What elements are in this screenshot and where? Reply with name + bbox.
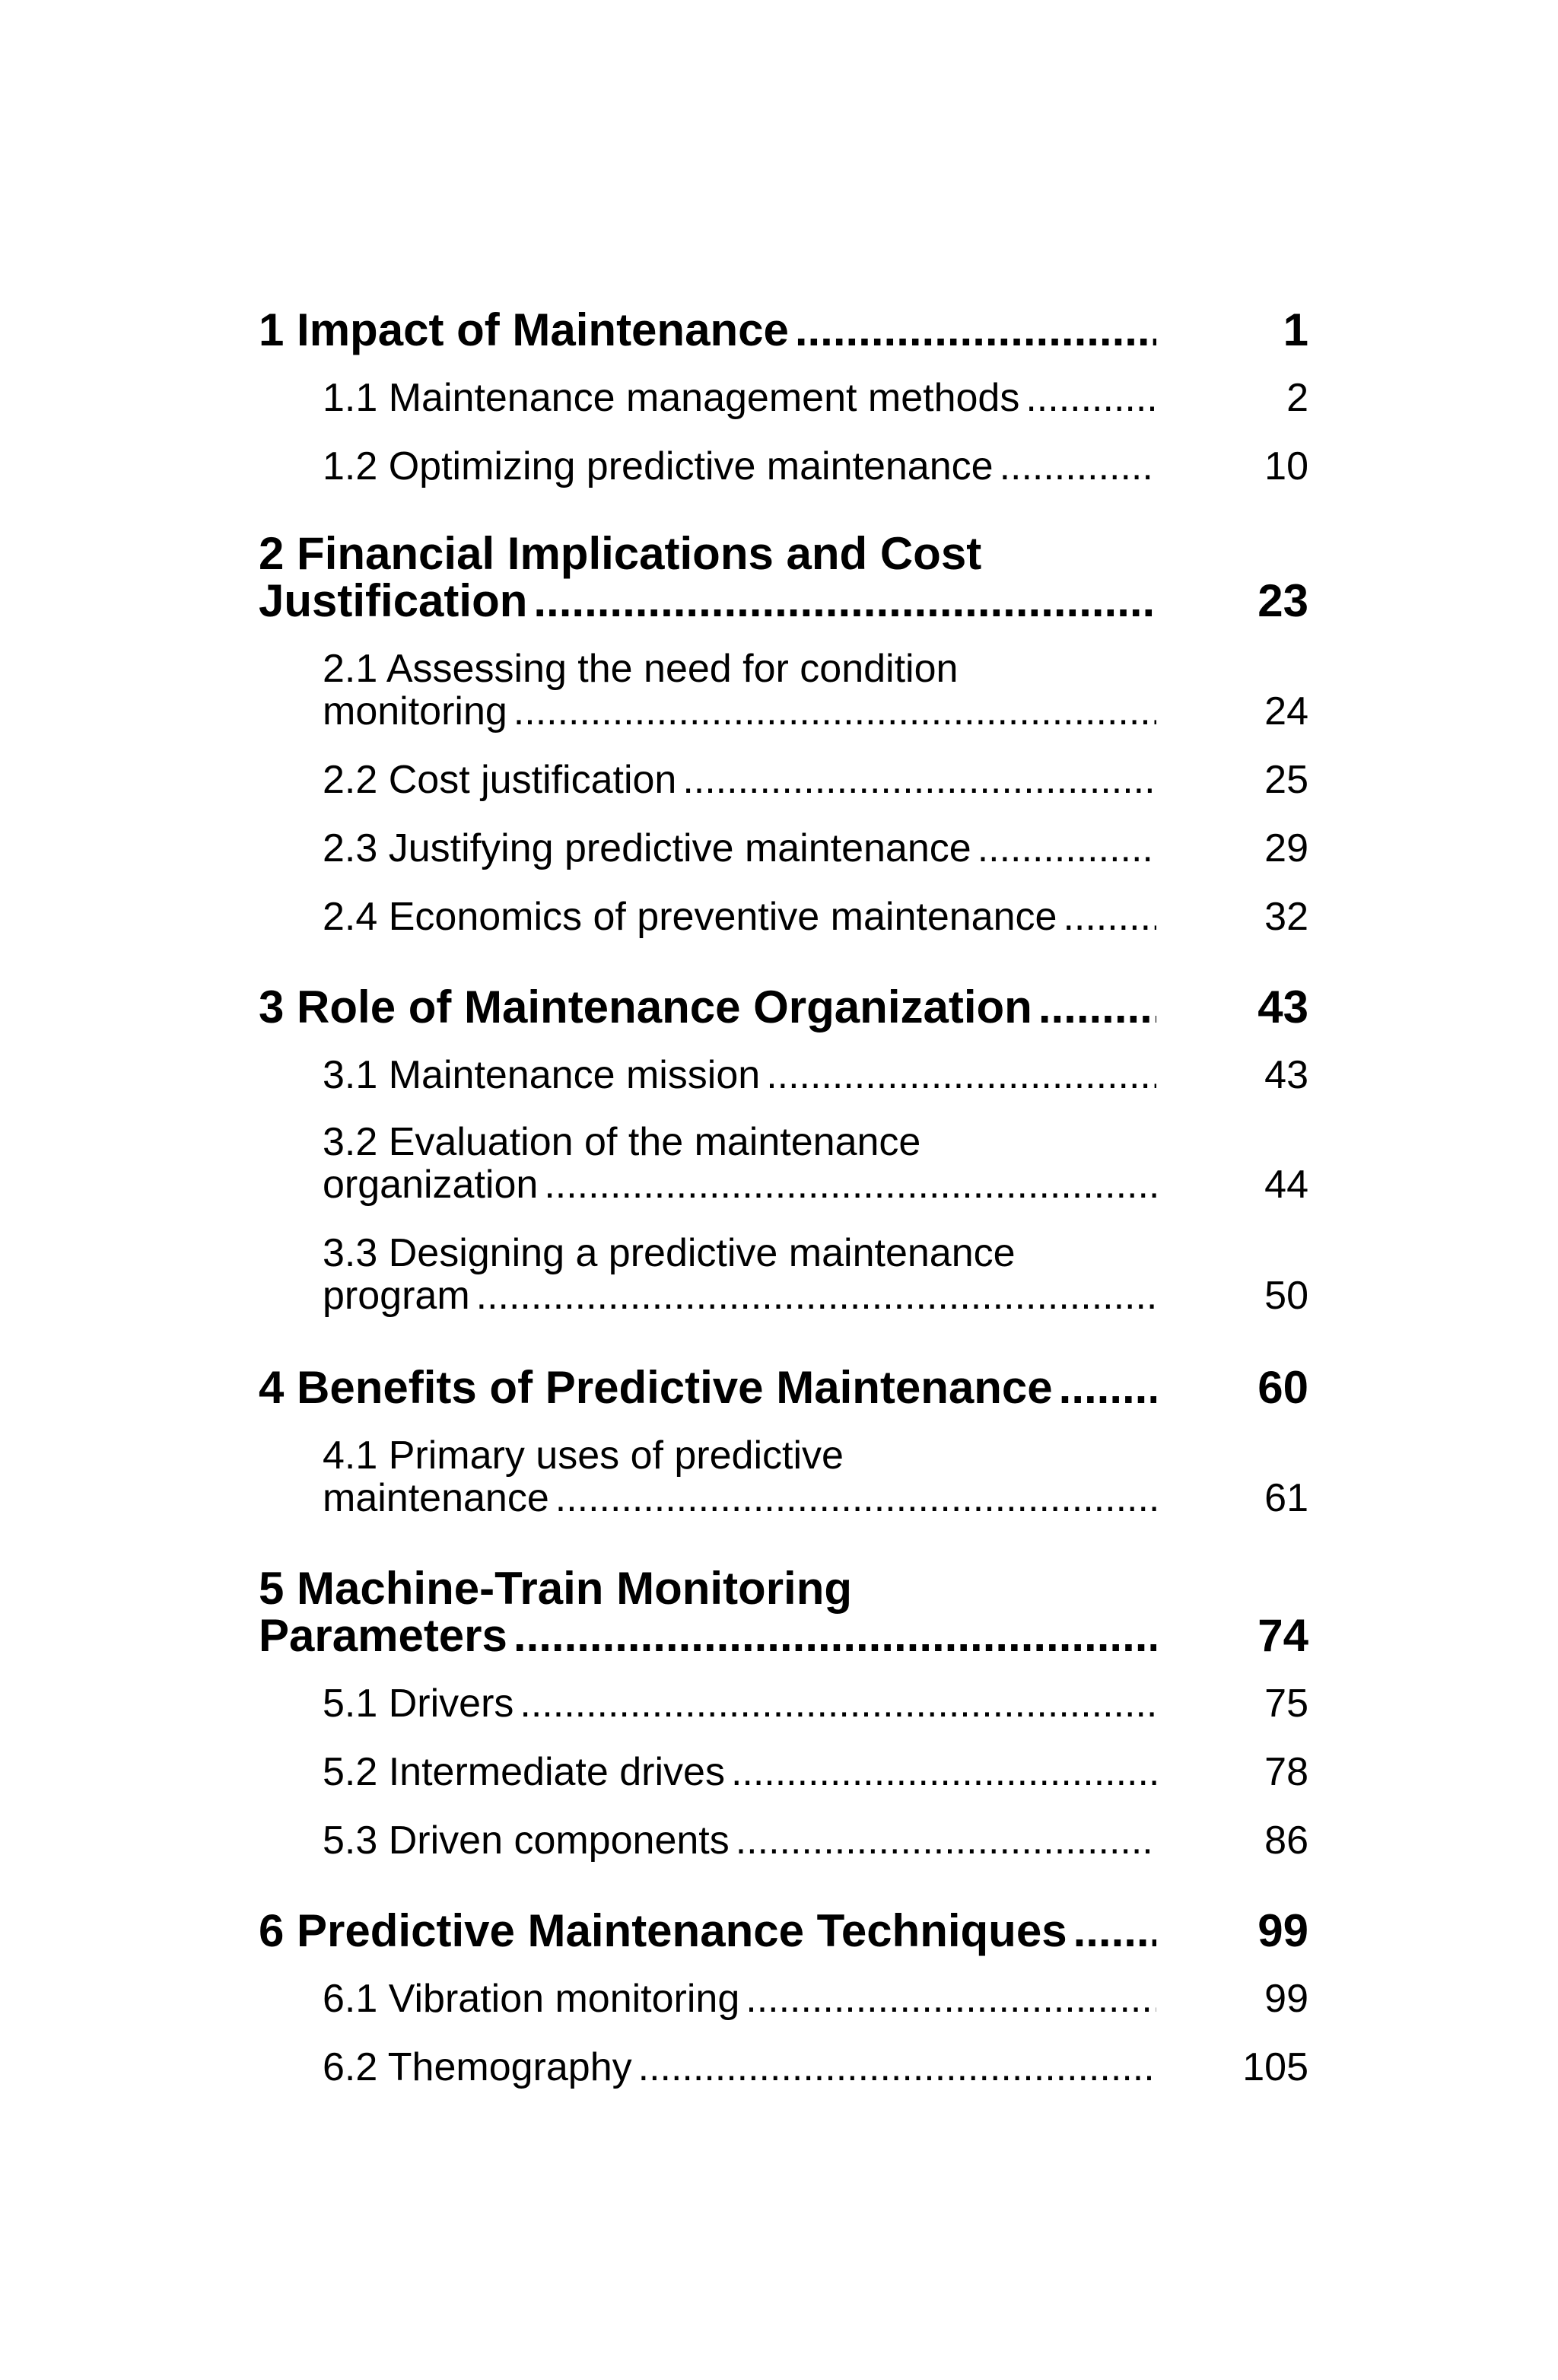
toc-entry-last-line: [323, 1751, 1159, 1793]
toc-section-entry[interactable]: [323, 1054, 1308, 1096]
dot-leader: [544, 1163, 1156, 1206]
toc-entry-last-line: [259, 1612, 1159, 1659]
toc-section-entry[interactable]: [323, 1121, 1308, 1206]
toc-entry-title-line: 2.1 Assessing the need for condition: [323, 647, 959, 691]
toc-chapter-entry[interactable]: [259, 1565, 1308, 1659]
toc-entry-title-line: 4.1 Primary uses of predictive: [323, 1433, 844, 1478]
toc-entry-title: 4 Benefits of Predictive Maintenance: [259, 1362, 1053, 1413]
toc-page-number: 44: [1264, 1163, 1308, 1207]
toc-chapter-entry[interactable]: [259, 1905, 1308, 1956]
toc-page-number: 2: [1286, 376, 1308, 420]
toc-entry-title: maintenance: [323, 1476, 549, 1520]
dot-leader: [1073, 1908, 1156, 1955]
toc-entry-last-line: [259, 984, 1159, 1031]
toc-section-entry[interactable]: [323, 1978, 1308, 2020]
toc-section-entry[interactable]: [323, 445, 1308, 488]
toc-page-number: 99: [1264, 1977, 1308, 2021]
toc-section-entry[interactable]: [323, 377, 1308, 419]
toc-page-number: 43: [1258, 982, 1308, 1032]
toc-section-entry[interactable]: [323, 1751, 1308, 1793]
toc-page-number: 10: [1264, 444, 1308, 488]
toc-entry-title: 2.2 Cost justification: [323, 758, 677, 802]
toc-chapter-entry[interactable]: [259, 984, 1308, 1031]
toc-entry-title-line: 3.2 Evaluation of the maintenance: [323, 1120, 921, 1164]
toc-section-entry[interactable]: [323, 2046, 1308, 2089]
dot-leader: [476, 1274, 1156, 1317]
toc-entry-title: Parameters: [259, 1610, 507, 1661]
toc-entry-last-line: [323, 896, 1159, 938]
toc-entry-last-line: [259, 1905, 1159, 1956]
toc-chapter-entry[interactable]: [259, 304, 1308, 355]
dot-leader: [736, 1819, 1156, 1862]
toc-page-number: 24: [1264, 689, 1308, 733]
toc-entry-last-line: [323, 1477, 1159, 1519]
dot-leader: [795, 307, 1156, 354]
toc-page-number: 75: [1264, 1682, 1308, 1726]
toc-page-number: 43: [1264, 1053, 1308, 1097]
toc-page-number: 1: [1283, 304, 1308, 355]
toc-entry-title-line: 3.3 Designing a predictive maintenance: [323, 1231, 1016, 1275]
dot-leader: [520, 1682, 1156, 1725]
toc-entry-title: 6 Predictive Maintenance Techniques: [259, 1905, 1067, 1956]
toc-page-number: 23: [1258, 575, 1308, 626]
toc-chapter-entry[interactable]: [259, 530, 1308, 625]
toc-entry-last-line: [323, 1682, 1159, 1725]
dot-leader: [682, 759, 1156, 801]
toc-page-number: 99: [1258, 1905, 1308, 1956]
toc-page-number: 105: [1242, 2045, 1308, 2089]
toc-page-number: 60: [1258, 1362, 1308, 1413]
dot-leader: [1059, 1364, 1156, 1411]
toc-page-number: 32: [1264, 895, 1308, 939]
toc-entry-last-line: [259, 1364, 1159, 1411]
dot-leader: [638, 2046, 1156, 2089]
toc-entry-last-line: [323, 1978, 1159, 2020]
toc-entry-title: 2.3 Justifying predictive maintenance: [323, 826, 971, 870]
toc-entry-last-line: [323, 827, 1159, 870]
toc-entry-title: 3.1 Maintenance mission: [323, 1053, 761, 1097]
toc-entry-last-line: [323, 2046, 1159, 2089]
toc-entry-last-line: [323, 1163, 1159, 1206]
toc-entry-last-line: [323, 1274, 1159, 1317]
dot-leader: [978, 827, 1156, 870]
toc-section-entry[interactable]: [323, 759, 1308, 801]
dot-leader: [1025, 377, 1156, 419]
toc-page-number: 61: [1264, 1476, 1308, 1520]
toc-entry-title: 5.3 Driven components: [323, 1818, 730, 1863]
toc-entry-title: 6.2 Themography: [323, 2045, 632, 2089]
toc-page-number: 25: [1264, 758, 1308, 802]
toc-entry-last-line: [323, 1054, 1159, 1096]
toc-entry-last-line: [323, 377, 1159, 419]
toc-entry-title: 5.2 Intermediate drives: [323, 1750, 725, 1794]
toc-page-number: 74: [1258, 1610, 1308, 1661]
toc-entry-title: organization: [323, 1163, 539, 1207]
toc-entry-title: 3 Role of Maintenance Organization: [259, 982, 1032, 1032]
toc-entry-last-line: [323, 759, 1159, 801]
toc-entry-last-line: [323, 445, 1159, 488]
toc-page-number: 78: [1264, 1750, 1308, 1794]
toc-entry-last-line: [259, 575, 1159, 626]
toc-entry-last-line: [323, 1819, 1159, 1862]
dot-leader: [533, 578, 1156, 625]
toc-entry-title: 2.4 Economics of preventive maintenance: [323, 895, 1057, 939]
toc-entry-title: Justification: [259, 575, 528, 626]
toc-section-entry[interactable]: [323, 1232, 1308, 1317]
toc-entry-title: 1.1 Maintenance management methods: [323, 376, 1020, 420]
dot-leader: [746, 1978, 1156, 2020]
toc-entry-title-line: 2 Financial Implications and Cost: [259, 528, 982, 579]
toc-entry-last-line: [259, 304, 1159, 355]
toc-section-entry[interactable]: [323, 896, 1308, 938]
toc-entry-title: 1.2 Optimizing predictive maintenance: [323, 444, 994, 488]
dot-leader: [731, 1751, 1156, 1793]
toc-chapter-entry[interactable]: [259, 1364, 1308, 1411]
toc-page-number: 86: [1264, 1818, 1308, 1863]
toc-page-number: 50: [1264, 1274, 1308, 1318]
toc-entry-last-line: [323, 690, 1159, 733]
dot-leader: [514, 1612, 1156, 1659]
toc-section-entry[interactable]: [323, 1434, 1308, 1519]
dot-leader: [1038, 984, 1156, 1031]
toc-entry-title: monitoring: [323, 689, 507, 733]
toc-entry-title-line: 5 Machine-Train Monitoring: [259, 1563, 853, 1614]
toc-section-entry[interactable]: [323, 1819, 1308, 1862]
dot-leader: [514, 690, 1156, 733]
toc-entry-title: 5.1 Drivers: [323, 1682, 514, 1726]
dot-leader: [1000, 445, 1156, 488]
dot-leader: [766, 1054, 1156, 1096]
toc-entry-title: 1 Impact of Maintenance: [259, 304, 789, 355]
toc-entry-title: 6.1 Vibration monitoring: [323, 1977, 740, 2021]
toc-section-entry[interactable]: [323, 827, 1308, 870]
dot-leader: [555, 1477, 1156, 1519]
toc-entry-title: program: [323, 1274, 470, 1318]
toc-section-entry[interactable]: [323, 648, 1308, 733]
toc-page-number: 29: [1264, 826, 1308, 870]
toc-section-entry[interactable]: [323, 1682, 1308, 1725]
dot-leader: [1063, 896, 1156, 938]
